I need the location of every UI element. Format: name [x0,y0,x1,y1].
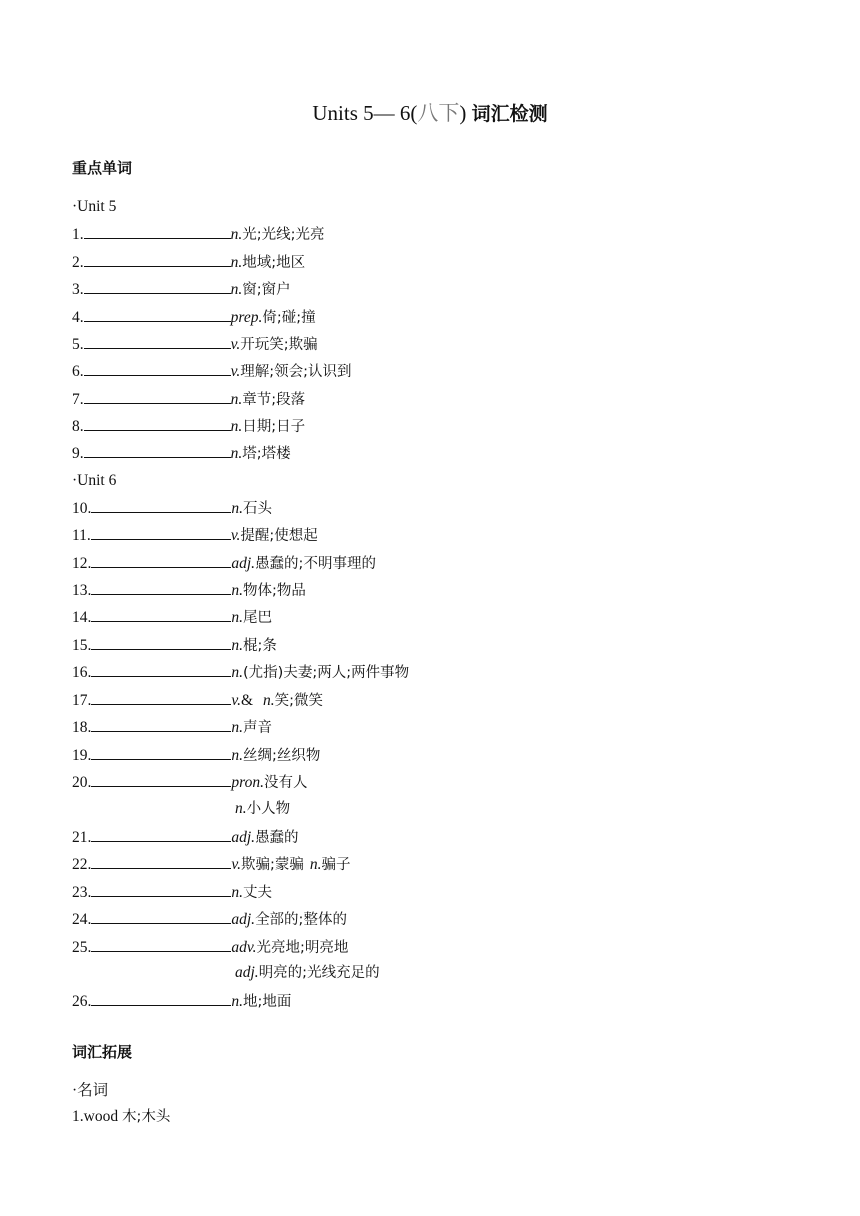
part-of-speech: n. [230,254,243,271]
vocab-item [72,935,348,957]
vocab-item [72,605,272,627]
answer-blank[interactable] [91,743,231,760]
vocab-item [72,332,318,354]
definition: (尤指)夫妻;两人;两件事物 [243,665,410,681]
cont-def: 明亮的;光线充足的 [258,965,380,981]
part-of-speech: n. [231,884,243,901]
vocab-item [72,715,272,737]
definition: 没有人 [263,775,308,791]
item-number: 23. [72,884,92,901]
vocab-item [72,387,305,409]
answer-blank[interactable] [91,935,231,952]
part-of-speech: n. [230,445,243,462]
definition: 地域;地区 [242,255,306,271]
definition: 欺骗;蒙骗 [240,857,304,873]
part-of-speech: n. [230,391,243,408]
vocab-item [72,825,299,847]
definition-2: 笑;微笑 [274,693,324,709]
answer-blank[interactable] [91,551,231,568]
part-of-speech-2: n. [263,692,275,709]
item-number: 15. [72,637,92,654]
definition-2: 骗子 [321,857,351,873]
item-number: 21. [72,829,92,846]
vocab-item [72,578,306,600]
vocab-item [72,880,272,902]
vocab-item [72,359,352,381]
item-number: 26. [72,993,92,1010]
definition: 丈夫 [243,885,272,901]
item-number: 11. [72,527,91,544]
answer-blank[interactable] [91,907,231,924]
vocab-item [72,907,347,929]
definition: 倚;碰;撞 [262,310,316,326]
item-number: 24. [72,911,92,928]
extension-item-1 [72,1106,170,1128]
part-of-speech: n. [231,664,243,681]
vocab-item [72,989,291,1011]
answer-blank[interactable] [84,359,231,376]
definition: 理解;领会;认识到 [240,364,352,380]
part-of-speech: prep. [230,309,263,326]
definition: 塔;塔楼 [242,446,291,462]
vocab-item [72,441,291,463]
vocab-item [72,770,307,792]
item-20-continuation [235,798,290,820]
answer-blank[interactable] [91,633,231,650]
answer-blank[interactable] [91,660,231,677]
definition: & [240,692,254,709]
answer-blank[interactable] [84,414,231,431]
vocab-item [72,852,351,874]
answer-blank[interactable] [91,880,231,897]
item-number: 20. [72,774,92,791]
item-number: 10. [72,500,92,517]
answer-blank[interactable] [84,387,231,404]
definition: 丝绸;丝织物 [243,748,321,764]
part-of-speech: adj. [231,555,256,572]
item-number: 17. [72,692,92,709]
definition: 光亮地;明亮地 [256,940,349,956]
part-of-speech: adj. [231,829,256,846]
vocab-item [72,633,277,655]
answer-blank[interactable] [91,989,231,1006]
answer-blank[interactable] [91,688,231,705]
definition: 物体;物品 [243,583,306,599]
vocab-item [72,250,305,272]
item-number: 22. [72,856,92,873]
definition: 全部的;整体的 [255,912,347,928]
part-of-speech: adv. [231,939,257,956]
answer-blank[interactable] [91,578,231,595]
answer-blank[interactable] [84,441,231,458]
vocab-item [72,222,325,244]
item-number: 7. [72,391,84,408]
item-number: 19. [72,747,92,764]
vocab-item [72,277,291,299]
item-number: 6. [72,363,84,380]
definition: 窗;窗户 [242,282,291,298]
part-of-speech-2: n. [309,856,322,873]
item-number: 8. [72,418,84,435]
definition: 提醒;使想起 [240,528,318,544]
part-of-speech: v. [230,363,241,380]
item-number: 9. [72,445,84,462]
part-of-speech: n. [231,747,243,764]
noun-label: ·名词 [72,1082,109,1099]
definition: 地;地面 [243,994,292,1010]
item-number: 1. [72,226,84,243]
ext-def: 木;木头 [121,1109,171,1125]
vocab-item [72,743,320,765]
vocab-item [72,688,323,710]
definition: 开玩笑;欺骗 [240,337,318,353]
vocab-item [72,660,409,682]
answer-blank[interactable] [91,605,231,622]
answer-blank[interactable] [91,523,231,540]
definition: 尾巴 [243,610,272,626]
definition: 愚蠢的;不明事理的 [255,556,376,572]
part-of-speech: v. [230,527,241,544]
part-of-speech: n. [230,281,243,298]
item-number: 3. [72,281,84,298]
part-of-speech: v. [230,336,241,353]
definition: 石头 [243,501,272,517]
answer-blank[interactable] [84,222,231,239]
answer-blank[interactable] [91,852,231,869]
answer-blank[interactable] [91,496,231,513]
answer-blank[interactable] [84,332,231,349]
unit5-label: ·Unit 5 [72,198,117,215]
unit6-label: ·Unit 6 [72,472,117,489]
item-number: 5. [72,336,84,353]
answer-blank[interactable] [91,715,231,732]
item-number: 12. [72,555,92,572]
part-of-speech: n. [231,582,243,599]
definition: 棍;条 [243,638,277,654]
part-of-speech: v. [231,856,241,873]
item-number: 14. [72,609,92,626]
item-number: 2. [72,254,84,271]
vocab-item [72,496,272,518]
item-number: 16. [72,664,92,681]
part-of-speech: n. [231,993,243,1010]
item-number: 13. [72,582,92,599]
definition: 愚蠢的 [255,830,299,846]
section-heading-vocab-extension: 词汇拓展 [72,1043,133,1061]
answer-blank[interactable] [91,825,231,842]
part-of-speech: n. [230,418,243,435]
cont-pos: n. [235,800,247,817]
definition: 日期;日子 [242,419,306,435]
part-of-speech: n. [231,637,243,654]
answer-blank[interactable] [84,277,231,294]
vocab-item [72,523,318,545]
vocab-item [72,414,305,436]
part-of-speech: adj. [231,911,256,928]
answer-blank[interactable] [91,770,231,787]
definition: 章节;段落 [242,392,306,408]
part-of-speech: n. [230,226,243,243]
title-close: ) [459,101,467,125]
definition: 光;光线;光亮 [242,227,325,243]
cont-pos: adj. [235,964,259,981]
part-of-speech: v. [231,692,241,709]
part-of-speech: n. [231,719,243,736]
cont-def: 小人物 [246,801,291,817]
vocab-item [72,551,376,573]
ext-word: 1.wood [72,1108,119,1125]
part-of-speech: n. [231,609,243,626]
title-main: Units 5— 6( [312,101,418,125]
item-25-continuation [235,962,380,984]
answer-blank[interactable] [84,305,231,322]
title-cn: 词汇检测 [471,103,548,125]
section-heading-key-words: 重点单词 [72,159,133,177]
vocab-item [72,305,316,327]
page-title [0,98,860,129]
item-number: 25. [72,939,92,956]
part-of-speech: n. [231,500,243,517]
definition: 声音 [243,720,272,736]
answer-blank[interactable] [84,250,231,267]
item-number: 18. [72,719,92,736]
part-of-speech: pron. [231,774,264,791]
item-number: 4. [72,309,84,326]
title-grade: 八下 [417,101,460,125]
